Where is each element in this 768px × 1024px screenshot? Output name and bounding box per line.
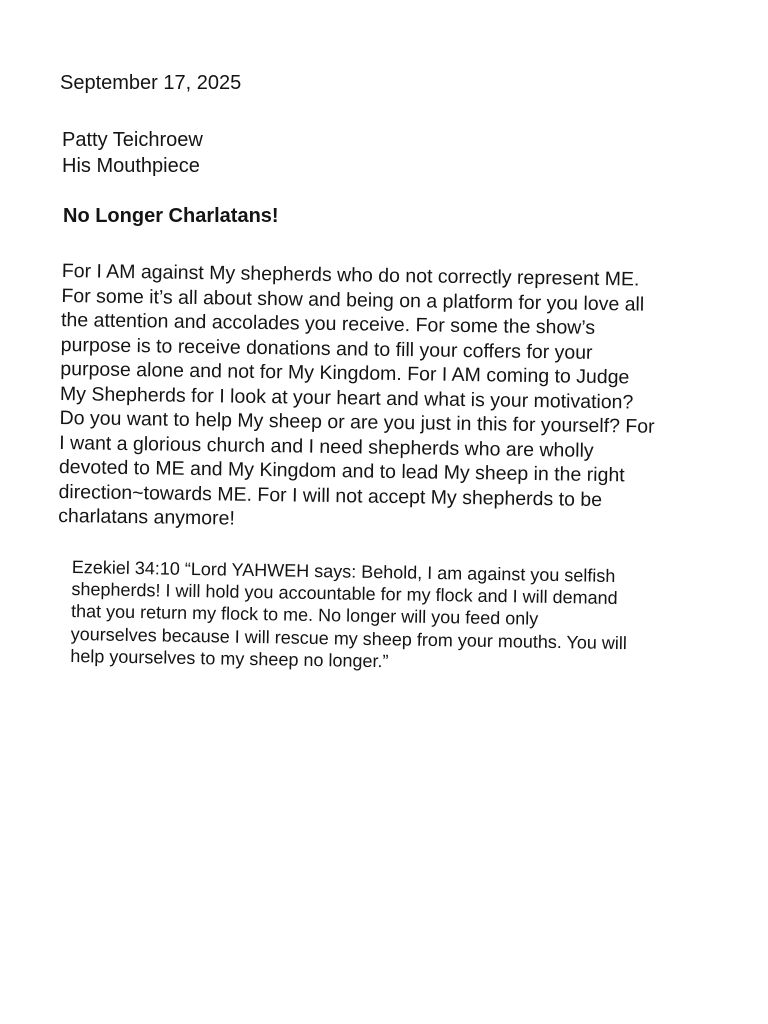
scripture-line: Ezekiel 34:10 “Lord YAHWEH says: Behold, I am against you selfish [71,556,616,587]
body-line: Do you want to help My sheep or are you just in this for yourself? For [59,406,655,438]
body-line: For some it’s all about show and being on a platform for you love all [61,284,645,316]
body-line: devoted to ME and My Kingdom and to lead My sheep in the right [58,455,625,487]
body-line: the attention and accolades you receive. For some the show’s [60,308,596,339]
body-line: For I AM against My shepherds who do not correctly represent ME. [61,259,640,291]
body-line: purpose is to receive donations and to fill your coffers for your [60,333,593,364]
body-line: direction~towards ME. For I will not accept My shepherds to be [58,480,603,511]
author-role: His Mouthpiece [62,155,200,177]
document-title: No Longer Charlatans! [63,205,279,227]
author-block [62,127,203,179]
author-name: Patty Teichroew [62,129,203,151]
body-line: I want a glorious church and I need shepherds who are wholly [59,431,594,462]
scripture-line: help yourselves to my sheep no longer.” [70,645,389,672]
body-line: charlatans anymore! [58,504,236,530]
scripture-quote [70,556,752,678]
scripture-line: yourselves because I will rescue my sheep from your mouths. You will [70,623,628,653]
body-line: purpose alone and not for My Kingdom. For I AM coming to Judge [60,357,630,389]
scripture-line: that you return my flock to me. No longer will you feed only [70,601,539,630]
scripture-line: shepherds! I will hold you accountable for my flock and I will demand [71,579,618,609]
message-body [58,259,742,539]
body-line: My Shepherds for I look at your heart and what is your motivation? [59,382,634,413]
letter-date: September 17, 2025 [60,72,242,94]
